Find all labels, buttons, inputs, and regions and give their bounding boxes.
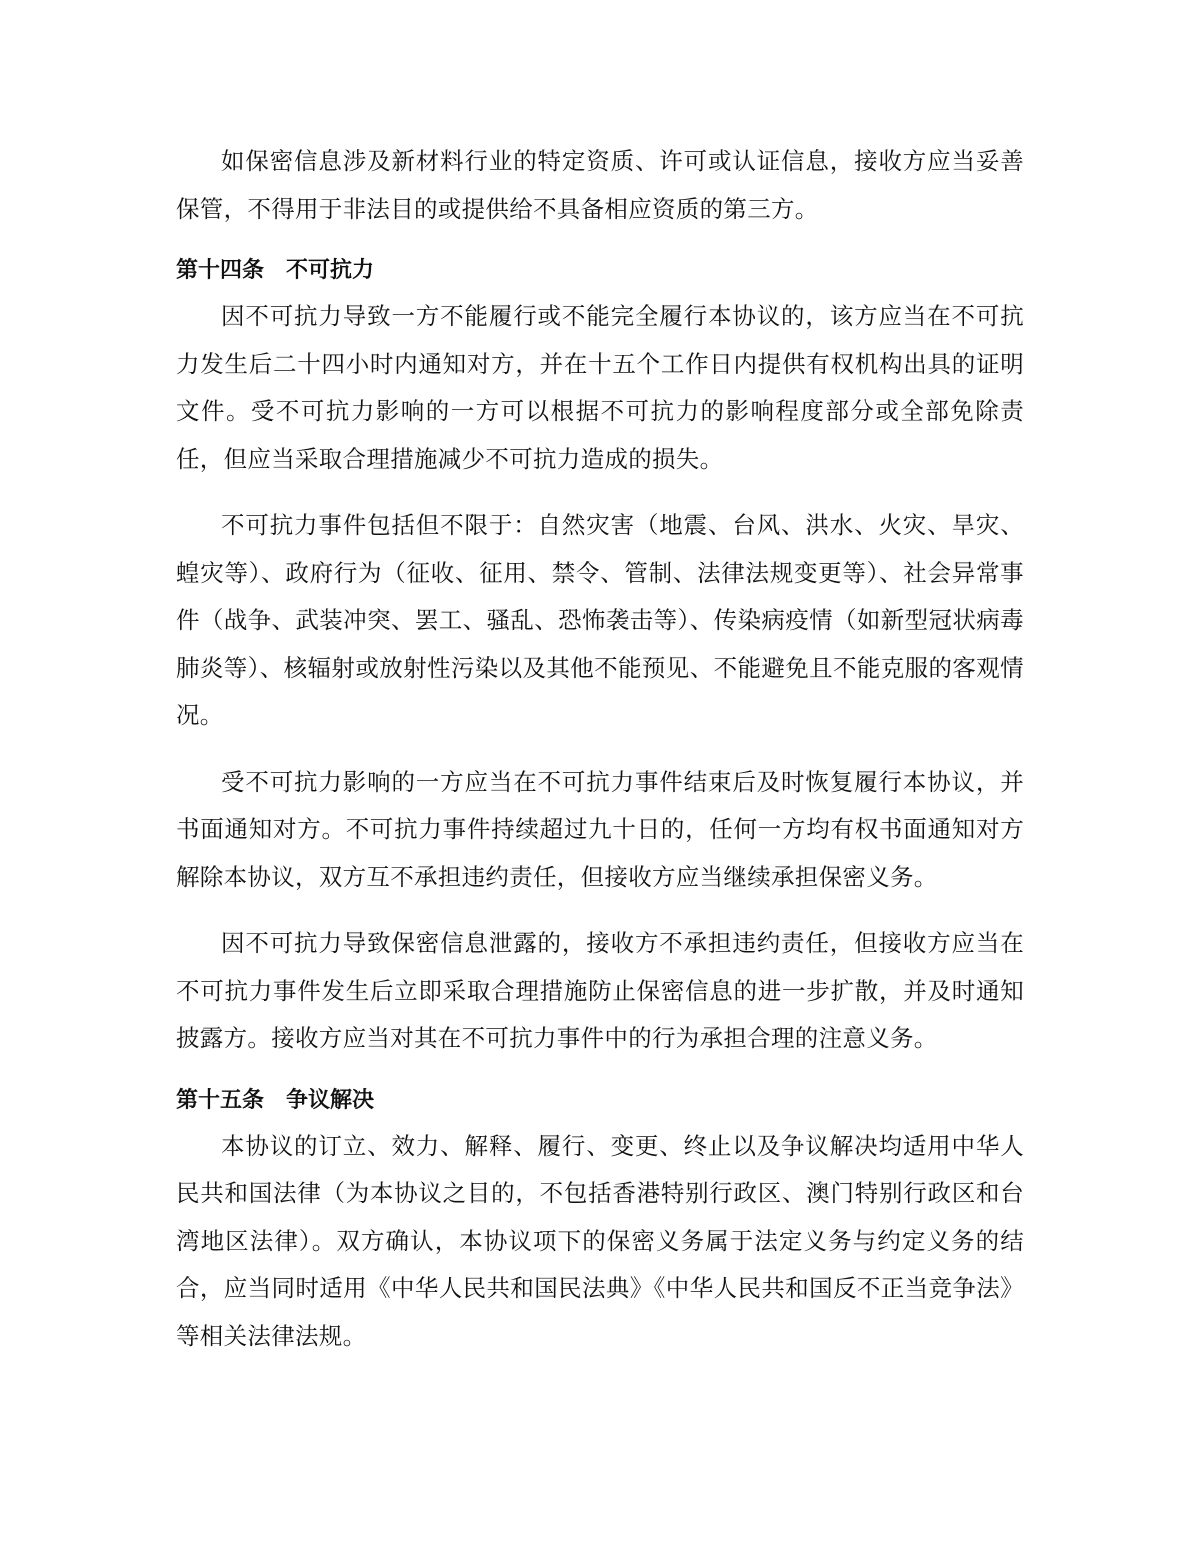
document-page xyxy=(176,138,1024,1360)
article-14-heading: 第十四条 不可抗力 xyxy=(176,258,375,283)
paragraph-qualification-info: 如保密信息涉及新材料行业的特定资质、许可或认证信息，接收方应当妥善保管，不得用于非法目的或提供给不具备相应资质的第三方。 xyxy=(176,147,1024,223)
paragraph-force-majeure-notice: 因不可抗力导致一方不能履行或不能完全履行本协议的，该方应当在不可抗力发生后二十四小时内通知对方，并在十五个工作日内提供有权机构出具的证明文件。受不可抗力影响的一方可以根据不可抗力的影响程度部分或全部免除责任，但应当采取合理措施减少不可抗力造成的损失。 xyxy=(176,302,1024,473)
paragraph-force-majeure-resume: 受不可抗力影响的一方应当在不可抗力事件结束后及时恢复履行本协议，并书面通知对方。不可抗力事件持续超过九十日的，任何一方均有权书面通知对方解除本协议，双方互不承担违约责任，但接收方应当继续承担保密义务。 xyxy=(176,767,1024,891)
paragraph-force-majeure-events: 不可抗力事件包括但不限于：自然灾害（地震、台风、洪水、火灾、旱灾、蝗灾等）、政府行为（征收、征用、禁令、管制、法律法规变更等）、社会异常事件（战争、武装冲突、罢工、骚乱、恐怖袭击等）、传染病疫情（如新型冠状病毒肺炎等）、核辐射或放射性污染以及其他不能预见、不能避免且不能克服的客观情况。 xyxy=(176,511,1024,729)
article-15-heading: 第十五条 争议解决 xyxy=(176,1087,375,1113)
paragraph-governing-law: 本协议的订立、效力、解释、履行、变更、终止以及争议解决均适用中华人民共和国法律（为本协议之目的，不包括香港特别行政区、澳门特别行政区和台湾地区法律）。双方确认，本协议项下的保密义务属于法定义务与约定义务的结合，应当同时适用《中华人民共和国民法典》《中华人民共和国反不正当竞争法》等相关法律法规。 xyxy=(176,1131,1024,1350)
paragraph-force-majeure-leak: 因不可抗力导致保密信息泄露的，接收方不承担违约责任，但接收方应当在不可抗力事件发生后立即采取合理措施防止保密信息的进一步扩散，并及时通知披露方。接收方应当对其在不可抗力事件中的行为承担合理的注意义务。 xyxy=(176,929,1024,1052)
